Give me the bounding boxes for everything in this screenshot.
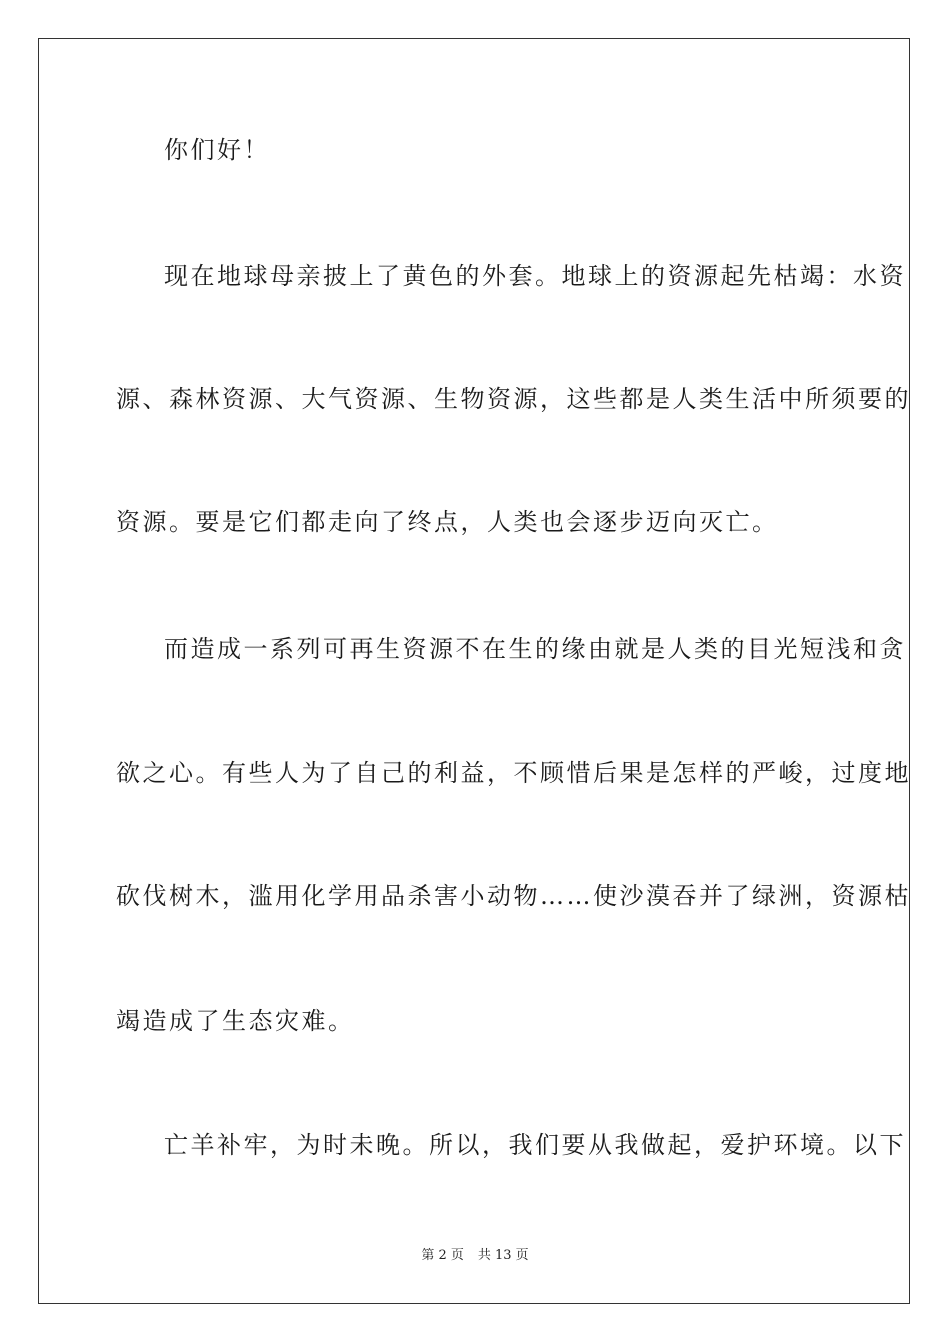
page-footer: [0, 1247, 950, 1265]
paragraph-3-line-1: 亡羊补牢，为时未晚。所以，我们要从我做起，爱护环境。以下: [164, 1131, 906, 1159]
paragraph-1-line-1: 现在地球母亲披上了黄色的外套。地球上的资源起先枯竭：水资: [164, 262, 906, 290]
paragraph-1-line-3: 资源。要是它们都走向了终点，人类也会逐步迈向灭亡。: [116, 508, 779, 536]
paragraph-1-line-2: 源、森林资源、大气资源、生物资源，这些都是人类生活中所须要的: [116, 385, 911, 413]
paragraph-2-line-1: 而造成一系列可再生资源不在生的缘由就是人类的目光短浅和贪: [164, 635, 906, 663]
paragraph-2-line-3: 砍伐树木，滥用化学用品杀害小动物……使沙漠吞并了绿洲，资源枯: [116, 882, 911, 910]
page-number: 第 2 页: [421, 1248, 464, 1263]
paragraph-2-line-2: 欲之心。有些人为了自己的利益，不顾惜后果是怎样的严峻，过度地: [116, 759, 911, 787]
greeting-line: 你们好！: [164, 136, 270, 164]
paragraph-2-line-4: 竭造成了生态灾难。: [116, 1007, 355, 1035]
page-total: 共 13 页: [477, 1248, 529, 1263]
page-border: [38, 38, 910, 1304]
